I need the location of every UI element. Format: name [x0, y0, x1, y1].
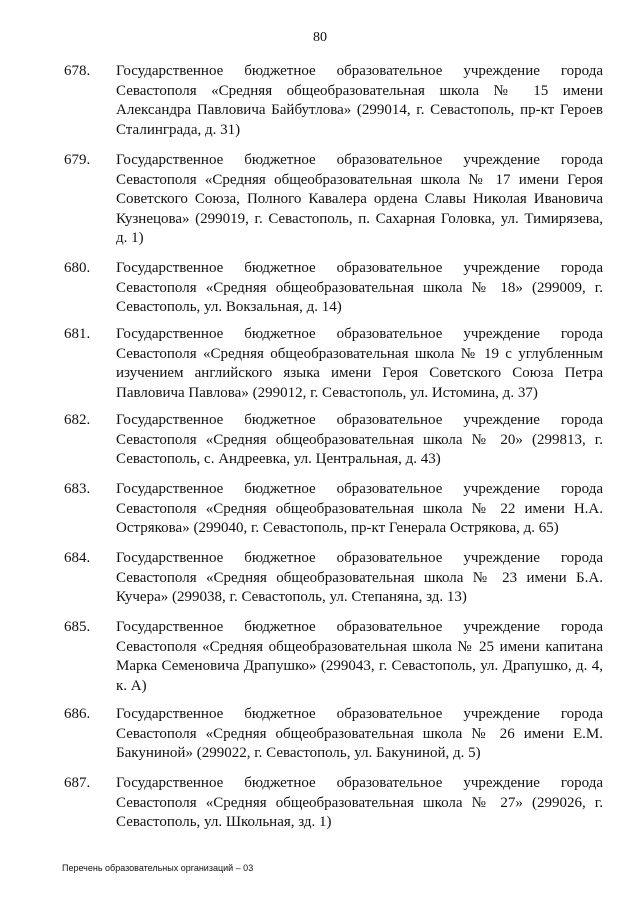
entry-number: 687. — [64, 775, 91, 791]
entry-number: 683. — [64, 481, 91, 497]
entry-number: 685. — [64, 619, 91, 635]
entry-text: Государственное бюджетное образовательное учреждение города Севастополя «Средняя общеобразовательная школа № 18» (299009, г. Севастополь, ул. Вокзальная, д. 14) — [116, 260, 603, 315]
entry-text: Государственное бюджетное образовательное учреждение города Севастополя «Средняя общеобразовательная школа № 20» (299813, г. Севастополь, с. Андреевка, ул. Центральная, д. 43) — [116, 412, 603, 467]
entry-number: 679. — [64, 152, 91, 168]
entry-text: Государственное бюджетное образовательное учреждение города Севастополя «Средняя общеобразовательная школа № 19 с углубленным изучением английского языка имени Героя Советского Союза Петра Павловича Павлова» (299012, г. Севастополь, ул. Истомина, д. 37) — [116, 326, 603, 401]
page-number: 80 — [313, 30, 327, 45]
entry-text: Государственное бюджетное образовательное учреждение города Севастополя «Средняя общеобразовательная школа № 25 имени капитана Марка Семеновича Драпушко» (299043, г. Севастополь, ул. Драпушко, д. 4, к. А) — [116, 619, 603, 694]
entry-number: 680. — [64, 260, 91, 276]
page-footer: Перечень образовательных организаций – 03 — [62, 863, 254, 873]
entry-text: Государственное бюджетное образовательное учреждение города Севастополя «Средняя общеобразовательная школа № 22 имени Н.А. Острякова» (299040, г. Севастополь, пр-кт Генерала Острякова, д. 65) — [116, 481, 603, 536]
entry-number: 678. — [64, 63, 91, 79]
entry-text: Государственное бюджетное образовательное учреждение города Севастополя «Средняя общеобразовательная школа № 15 имени Александра Павловича Байбутлова» (299014, г. Севастополь, пр-кт Героев Сталинграда, д. 31) — [116, 63, 603, 138]
entry-number: 686. — [64, 706, 91, 722]
entry-number: 681. — [64, 326, 91, 342]
entry-text: Государственное бюджетное образовательное учреждение города Севастополя «Средняя общеобразовательная школа № 27» (299026, г. Севастополь, ул. Школьная, зд. 1) — [116, 775, 603, 830]
entry-number: 682. — [64, 412, 91, 428]
entry-text: Государственное бюджетное образовательное учреждение города Севастополя «Средняя общеобразовательная школа № 17 имени Героя Советского Союза, Полного Кавалера ордена Славы Николая Ивановича Кузнецова» (299019, г. Севастополь, п. Сахарная Головка, ул. Тимирязева, д. 1) — [116, 152, 603, 246]
entry-number: 684. — [64, 550, 91, 566]
entry-text: Государственное бюджетное образовательное учреждение города Севастополя «Средняя общеобразовательная школа № 23 имени Б.А. Кучера» (299038, г. Севастополь, ул. Степаняна, зд. 13) — [116, 550, 603, 605]
entry-text: Государственное бюджетное образовательное учреждение города Севастополя «Средняя общеобразовательная школа № 26 имени Е.М. Бакуниной» (299022, г. Севастополь, ул. Бакуниной, д. 5) — [116, 706, 603, 761]
